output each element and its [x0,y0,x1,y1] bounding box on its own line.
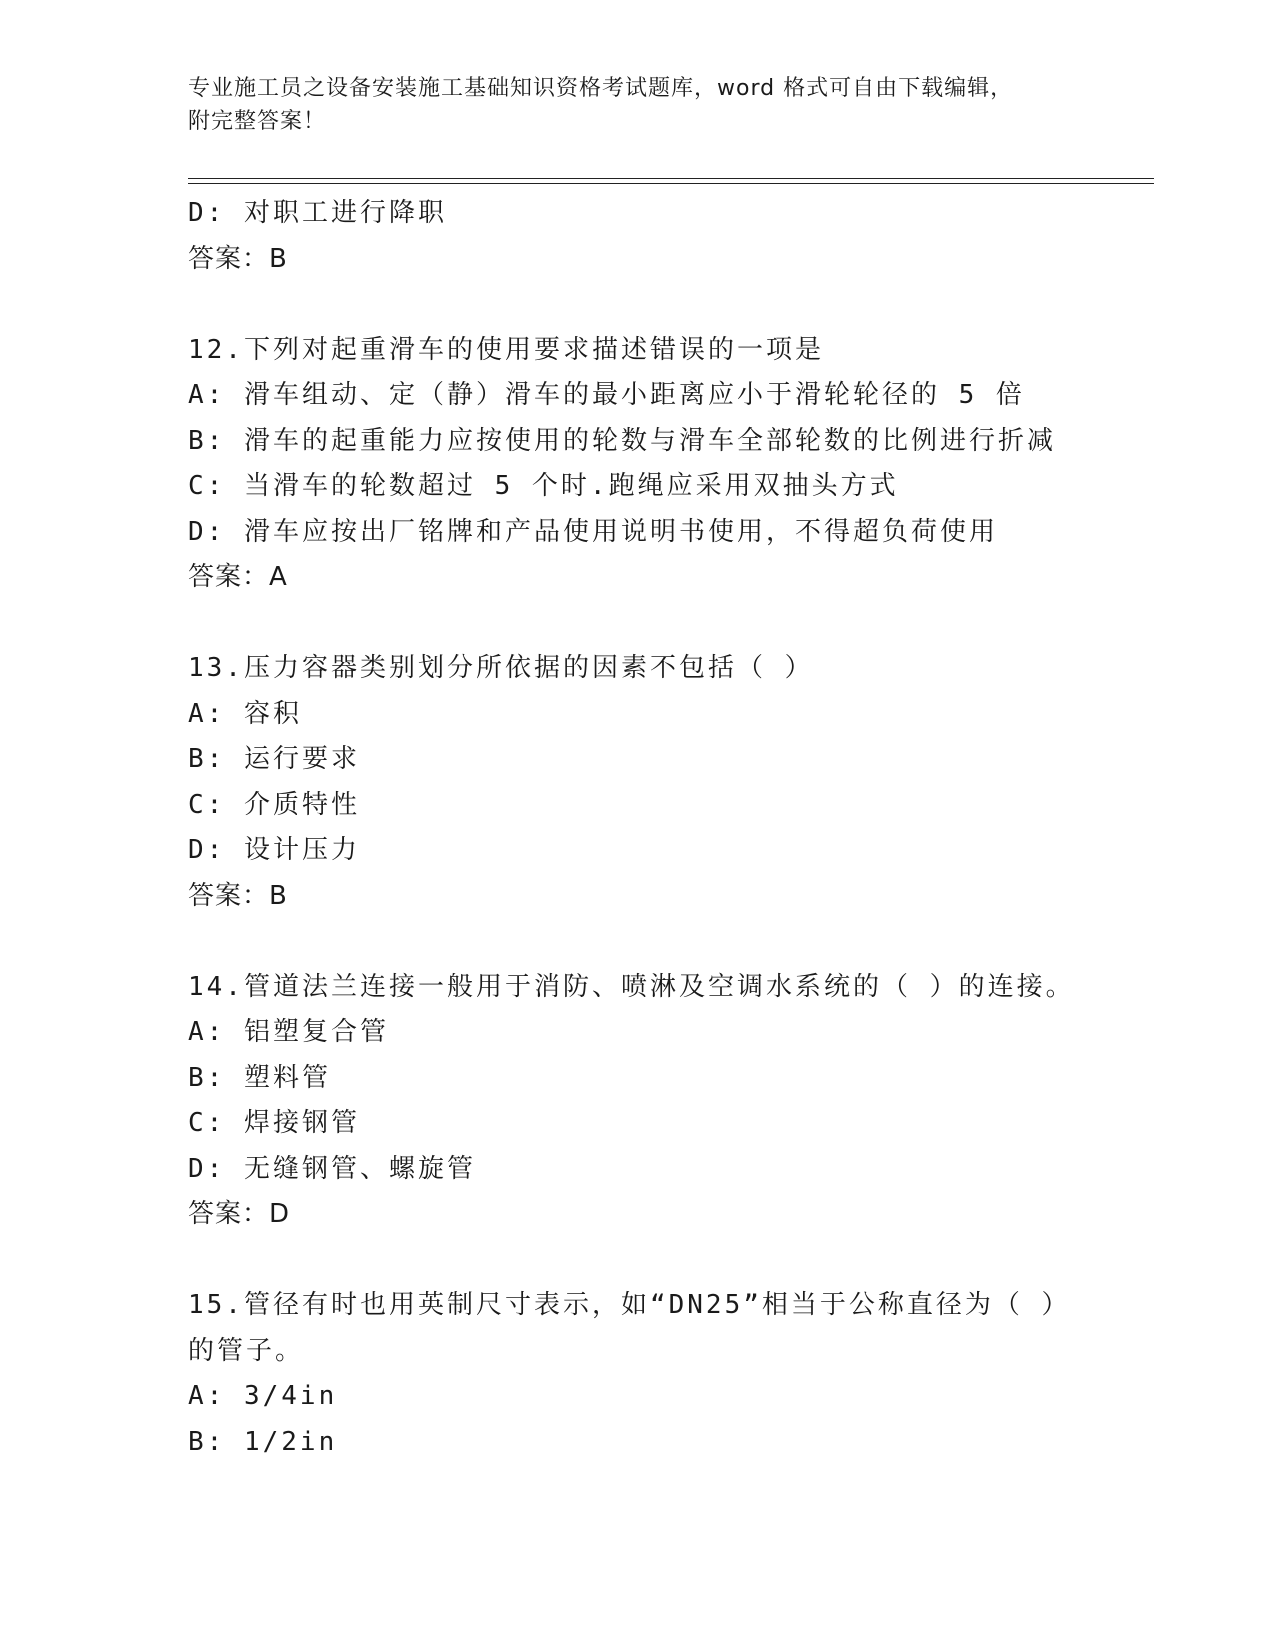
option-c: C: 介质特性 [188,789,360,820]
option-c: C: 焊接钢管 [188,1108,360,1138]
question-stem-continued: 的管子。 [188,1335,305,1366]
option-d: D: 无缝钢管、螺旋管 [188,1153,476,1184]
previous-question-tail [188,191,1148,282]
option-c: C: 当滑车的轮数超过 5 个时.跑绳应采用双抽头方式 [188,471,899,501]
answer-line: 答案：B [188,243,288,274]
spacer [188,601,1148,647]
spacer [188,1238,1148,1284]
question-15 [188,1283,1148,1465]
answer-line: 答案：A [188,562,288,592]
spacer [188,282,1148,328]
question-stem: 12.下列对起重滑车的使用要求描述错误的一项是 [188,334,824,365]
option-d: D: 滑车应按出厂铭牌和产品使用说明书使用，不得超负荷使用 [188,516,998,547]
option-d: D: 设计压力 [188,835,360,865]
question-stem: 14.管道法兰连接一般用于消防、喷淋及空调水系统的（ ）的连接。 [188,971,1075,1002]
question-13 [188,646,1148,919]
option-a: A: 铝塑复合管 [188,1017,389,1047]
header-divider-bottom [188,183,1154,184]
header-line-2: 附完整答案！ [188,109,327,134]
question-stem: 13.压力容器类别划分所依据的因素不包括（ ） [188,653,814,683]
option-b: B: 塑料管 [188,1062,331,1093]
option-a: A: 容积 [188,698,302,729]
question-list [188,191,1148,1465]
option-b: B: 运行要求 [188,744,360,774]
option-a: A: 3/4in [188,1381,338,1411]
option-a: A: 滑车组动、定（静）滑车的最小距离应小于滑轮轮径的 5 倍 [188,380,1025,410]
header-divider-top [188,178,1154,179]
document-header [188,72,1148,138]
answer-line: 答案：D [188,1199,291,1229]
header-line-1: 专业施工员之设备安装施工基础知识资格考试题库，word 格式可自由下载编辑， [188,76,1014,101]
option-d: D: 对职工进行降职 [188,198,447,228]
question-stem: 15.管径有时也用英制尺寸表示，如“DN25”相当于公称直径为（ ） [188,1290,1071,1320]
answer-line: 答案：B [188,880,288,911]
spacer [188,919,1148,965]
question-12 [188,328,1148,601]
option-b: B: 1/2in [188,1426,338,1457]
question-14 [188,965,1148,1238]
option-b: B: 滑车的起重能力应按使用的轮数与滑车全部轮数的比例进行折减 [188,425,1056,456]
